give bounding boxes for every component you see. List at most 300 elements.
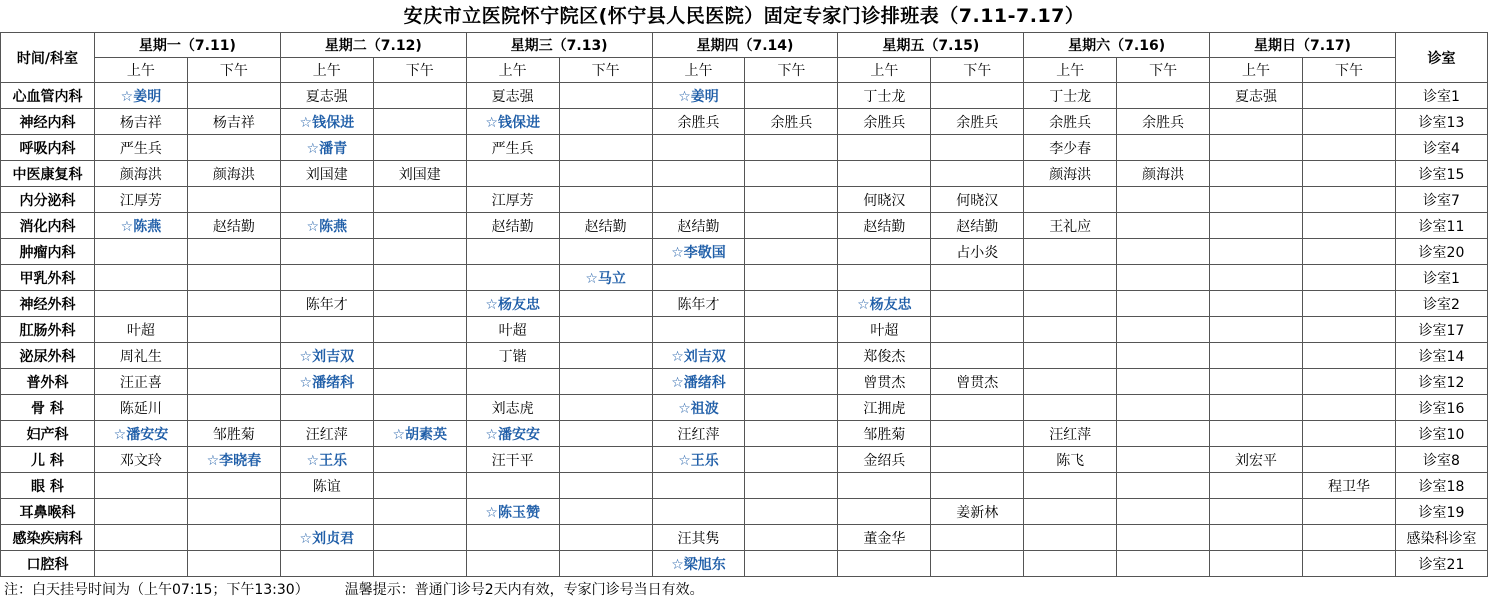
doctor-cell: 赵结勤 xyxy=(838,213,931,239)
doctor-cell xyxy=(373,291,466,317)
doctor-cell: 汪红萍 xyxy=(280,421,373,447)
table-row xyxy=(1,421,1488,447)
doctor-cell xyxy=(745,395,838,421)
doctor-cell xyxy=(931,317,1024,343)
doctor-cell: ☆陈玉赞 xyxy=(466,499,559,525)
room-cell: 诊室12 xyxy=(1395,369,1487,395)
doctor-cell: ☆潘绪科 xyxy=(652,369,745,395)
doctor-cell xyxy=(373,525,466,551)
doctor-cell xyxy=(1024,343,1117,369)
doctor-cell xyxy=(373,135,466,161)
doctor-cell xyxy=(466,239,559,265)
doctor-cell xyxy=(94,551,187,577)
doctor-cell xyxy=(1210,421,1303,447)
doctor-cell: 汪红萍 xyxy=(652,421,745,447)
am-header: 上午 xyxy=(466,58,559,83)
doctor-cell: ☆陈燕 xyxy=(94,213,187,239)
page-title: 安庆市立医院怀宁院区(怀宁县人民医院）固定专家门诊排班表（7.11-7.17） xyxy=(403,5,1085,27)
department-cell: 眼 科 xyxy=(1,473,95,499)
am-header: 上午 xyxy=(1210,58,1303,83)
doctor-cell xyxy=(1117,135,1210,161)
department-cell: 中医康复科 xyxy=(1,161,95,187)
doctor-cell xyxy=(1210,473,1303,499)
doctor-cell: 何晓汉 xyxy=(931,187,1024,213)
department-cell: 神经外科 xyxy=(1,291,95,317)
doctor-cell xyxy=(652,161,745,187)
doctor-cell xyxy=(1303,551,1396,577)
room-cell: 诊室13 xyxy=(1395,109,1487,135)
doctor-cell xyxy=(745,317,838,343)
doctor-cell xyxy=(1210,187,1303,213)
doctor-cell: 程卫华 xyxy=(1303,473,1396,499)
doctor-cell xyxy=(559,525,652,551)
room-cell: 诊室11 xyxy=(1395,213,1487,239)
doctor-cell: 赵结勤 xyxy=(931,213,1024,239)
doctor-cell: ☆刘贞君 xyxy=(280,525,373,551)
doctor-cell xyxy=(187,395,280,421)
doctor-cell: 江拥虎 xyxy=(838,395,931,421)
doctor-cell: 杨吉祥 xyxy=(94,109,187,135)
doctor-cell xyxy=(373,187,466,213)
doctor-cell xyxy=(745,161,838,187)
doctor-cell: 江厚芳 xyxy=(466,187,559,213)
doctor-cell: 李少春 xyxy=(1024,135,1117,161)
doctor-cell xyxy=(1024,317,1117,343)
doctor-cell: 夏志强 xyxy=(280,83,373,109)
doctor-cell xyxy=(1303,265,1396,291)
doctor-cell xyxy=(652,265,745,291)
doctor-cell xyxy=(745,499,838,525)
doctor-cell xyxy=(1024,291,1117,317)
doctor-cell xyxy=(373,499,466,525)
room-cell: 诊室1 xyxy=(1395,265,1487,291)
doctor-cell: 丁锴 xyxy=(466,343,559,369)
doctor-cell: ☆王乐 xyxy=(652,447,745,473)
table-row xyxy=(1,343,1488,369)
doctor-cell: ☆姜明 xyxy=(652,83,745,109)
doctor-cell xyxy=(1117,525,1210,551)
pm-header: 下午 xyxy=(373,58,466,83)
doctor-cell xyxy=(373,213,466,239)
doctor-cell: 丁士龙 xyxy=(1024,83,1117,109)
department-cell: 神经内科 xyxy=(1,109,95,135)
doctor-cell: ☆杨友忠 xyxy=(838,291,931,317)
doctor-cell xyxy=(559,369,652,395)
doctor-cell xyxy=(1210,395,1303,421)
doctor-cell xyxy=(1024,265,1117,291)
doctor-cell xyxy=(1117,317,1210,343)
doctor-cell xyxy=(931,135,1024,161)
doctor-cell xyxy=(1303,161,1396,187)
doctor-cell xyxy=(187,187,280,213)
doctor-cell xyxy=(94,499,187,525)
doctor-cell: ☆马立 xyxy=(559,265,652,291)
doctor-cell xyxy=(1303,291,1396,317)
doctor-cell xyxy=(559,135,652,161)
doctor-cell xyxy=(1303,213,1396,239)
room-cell: 诊室19 xyxy=(1395,499,1487,525)
doctor-cell xyxy=(559,161,652,187)
department-cell: 泌尿外科 xyxy=(1,343,95,369)
doctor-cell xyxy=(1303,525,1396,551)
doctor-cell xyxy=(1210,161,1303,187)
department-cell: 骨 科 xyxy=(1,395,95,421)
doctor-cell xyxy=(1303,343,1396,369)
doctor-cell xyxy=(559,109,652,135)
doctor-cell xyxy=(466,525,559,551)
doctor-cell: 颜海洪 xyxy=(1024,161,1117,187)
doctor-cell xyxy=(745,213,838,239)
doctor-cell xyxy=(1117,447,1210,473)
doctor-cell xyxy=(466,473,559,499)
doctor-cell xyxy=(1210,343,1303,369)
doctor-cell: 颜海洪 xyxy=(187,161,280,187)
am-header: 上午 xyxy=(838,58,931,83)
table-row xyxy=(1,265,1488,291)
table-row xyxy=(1,239,1488,265)
doctor-cell xyxy=(187,239,280,265)
doctor-cell: 严生兵 xyxy=(94,135,187,161)
doctor-cell: 刘宏平 xyxy=(1210,447,1303,473)
doctor-cell: ☆王乐 xyxy=(280,447,373,473)
doctor-cell xyxy=(1117,213,1210,239)
doctor-cell: 颜海洪 xyxy=(94,161,187,187)
doctor-cell xyxy=(280,551,373,577)
doctor-cell xyxy=(745,447,838,473)
department-cell: 感染疾病科 xyxy=(1,525,95,551)
doctor-cell xyxy=(931,447,1024,473)
doctor-cell xyxy=(373,395,466,421)
doctor-cell: 余胜兵 xyxy=(1024,109,1117,135)
doctor-cell xyxy=(1117,395,1210,421)
doctor-cell: 郑俊杰 xyxy=(838,343,931,369)
doctor-cell xyxy=(373,551,466,577)
department-cell: 心血管内科 xyxy=(1,83,95,109)
doctor-cell xyxy=(187,525,280,551)
doctor-cell xyxy=(745,473,838,499)
doctor-cell: ☆李晓春 xyxy=(187,447,280,473)
doctor-cell: 汪干平 xyxy=(466,447,559,473)
doctor-cell xyxy=(280,395,373,421)
doctor-cell: 夏志强 xyxy=(466,83,559,109)
day-header: 星期六（7.16) xyxy=(1024,33,1210,58)
doctor-cell xyxy=(1210,109,1303,135)
footer-note xyxy=(4,579,704,601)
department-cell: 消化内科 xyxy=(1,213,95,239)
day-header: 星期五（7.15) xyxy=(838,33,1024,58)
doctor-cell xyxy=(373,83,466,109)
doctor-cell: 刘国建 xyxy=(280,161,373,187)
department-cell: 普外科 xyxy=(1,369,95,395)
am-header: 上午 xyxy=(280,58,373,83)
doctor-cell xyxy=(373,239,466,265)
doctor-cell: 何晓汉 xyxy=(838,187,931,213)
department-cell: 肛肠外科 xyxy=(1,317,95,343)
doctor-cell xyxy=(652,317,745,343)
doctor-cell xyxy=(94,265,187,291)
table-row xyxy=(1,473,1488,499)
doctor-cell: 叶超 xyxy=(838,317,931,343)
room-cell: 诊室10 xyxy=(1395,421,1487,447)
doctor-cell xyxy=(1303,317,1396,343)
doctor-cell: 余胜兵 xyxy=(1117,109,1210,135)
doctor-cell xyxy=(1210,291,1303,317)
doctor-cell xyxy=(745,135,838,161)
doctor-cell: ☆潘青 xyxy=(280,135,373,161)
doctor-cell xyxy=(1117,83,1210,109)
doctor-cell xyxy=(1210,265,1303,291)
doctor-cell: ☆潘安安 xyxy=(466,421,559,447)
doctor-cell xyxy=(559,83,652,109)
doctor-cell: 余胜兵 xyxy=(931,109,1024,135)
doctor-cell xyxy=(1117,421,1210,447)
doctor-cell: 余胜兵 xyxy=(652,109,745,135)
doctor-cell xyxy=(931,525,1024,551)
doctor-cell xyxy=(373,265,466,291)
doctor-cell xyxy=(838,499,931,525)
table-row xyxy=(1,83,1488,109)
doctor-cell: 丁士龙 xyxy=(838,83,931,109)
doctor-cell xyxy=(559,317,652,343)
table-row xyxy=(1,213,1488,239)
schedule-table xyxy=(0,32,1488,577)
table-row xyxy=(1,317,1488,343)
doctor-cell: 陈年才 xyxy=(652,291,745,317)
doctor-cell xyxy=(1024,187,1117,213)
doctor-cell: 占小炎 xyxy=(931,239,1024,265)
doctor-cell xyxy=(559,343,652,369)
doctor-cell xyxy=(1024,239,1117,265)
doctor-cell xyxy=(280,499,373,525)
room-cell: 诊室14 xyxy=(1395,343,1487,369)
doctor-cell xyxy=(1117,551,1210,577)
doctor-cell xyxy=(745,291,838,317)
doctor-cell xyxy=(280,265,373,291)
department-cell: 口腔科 xyxy=(1,551,95,577)
doctor-cell xyxy=(187,291,280,317)
doctor-cell xyxy=(94,239,187,265)
doctor-cell xyxy=(373,109,466,135)
department-cell: 内分泌科 xyxy=(1,187,95,213)
doctor-cell xyxy=(466,551,559,577)
table-row xyxy=(1,551,1488,577)
doctor-cell: 颜海洪 xyxy=(1117,161,1210,187)
department-cell: 耳鼻喉科 xyxy=(1,499,95,525)
doctor-cell: ☆姜明 xyxy=(94,83,187,109)
doctor-cell: 王礼应 xyxy=(1024,213,1117,239)
room-cell: 诊室17 xyxy=(1395,317,1487,343)
pm-header: 下午 xyxy=(1303,58,1396,83)
doctor-cell: ☆刘吉双 xyxy=(280,343,373,369)
doctor-cell xyxy=(1024,525,1117,551)
doctor-cell: 余胜兵 xyxy=(745,109,838,135)
table-row xyxy=(1,161,1488,187)
doctor-cell: ☆潘绪科 xyxy=(280,369,373,395)
doctor-cell: 陈飞 xyxy=(1024,447,1117,473)
doctor-cell: 江厚芳 xyxy=(94,187,187,213)
doctor-cell: 叶超 xyxy=(466,317,559,343)
doctor-cell xyxy=(1210,525,1303,551)
department-cell: 呼吸内科 xyxy=(1,135,95,161)
am-header: 上午 xyxy=(1024,58,1117,83)
doctor-cell xyxy=(1024,551,1117,577)
doctor-cell xyxy=(1210,239,1303,265)
corner-header: 时间/科室 xyxy=(1,33,95,83)
doctor-cell xyxy=(931,421,1024,447)
doctor-cell xyxy=(280,239,373,265)
doctor-cell xyxy=(1303,369,1396,395)
doctor-cell xyxy=(373,473,466,499)
doctor-cell: 夏志强 xyxy=(1210,83,1303,109)
doctor-cell xyxy=(838,551,931,577)
doctor-cell xyxy=(559,447,652,473)
room-cell: 诊室7 xyxy=(1395,187,1487,213)
doctor-cell: ☆祖波 xyxy=(652,395,745,421)
doctor-cell: ☆胡素英 xyxy=(373,421,466,447)
table-row xyxy=(1,499,1488,525)
doctor-cell xyxy=(1210,135,1303,161)
doctor-cell xyxy=(1024,499,1117,525)
doctor-cell xyxy=(559,499,652,525)
doctor-cell: 曾贯杰 xyxy=(838,369,931,395)
am-header: 上午 xyxy=(94,58,187,83)
doctor-cell xyxy=(931,83,1024,109)
room-cell: 诊室8 xyxy=(1395,447,1487,473)
pm-header: 下午 xyxy=(187,58,280,83)
doctor-cell xyxy=(559,395,652,421)
doctor-cell: 姜新林 xyxy=(931,499,1024,525)
doctor-cell xyxy=(466,265,559,291)
doctor-cell xyxy=(838,135,931,161)
doctor-cell xyxy=(373,369,466,395)
doctor-cell xyxy=(745,239,838,265)
doctor-cell: 邹胜菊 xyxy=(187,421,280,447)
doctor-cell: 汪红萍 xyxy=(1024,421,1117,447)
doctor-cell xyxy=(1024,369,1117,395)
department-cell: 甲乳外科 xyxy=(1,265,95,291)
room-cell: 诊室16 xyxy=(1395,395,1487,421)
doctor-cell: 董金华 xyxy=(838,525,931,551)
doctor-cell xyxy=(745,343,838,369)
table-row xyxy=(1,291,1488,317)
doctor-cell xyxy=(838,473,931,499)
doctor-cell: ☆钱保进 xyxy=(466,109,559,135)
doctor-cell xyxy=(1210,499,1303,525)
doctor-cell: 余胜兵 xyxy=(838,109,931,135)
doctor-cell xyxy=(466,369,559,395)
room-header: 诊室 xyxy=(1395,33,1487,83)
doctor-cell: 赵结勤 xyxy=(652,213,745,239)
room-cell: 诊室15 xyxy=(1395,161,1487,187)
doctor-cell: ☆陈燕 xyxy=(280,213,373,239)
doctor-cell xyxy=(1303,135,1396,161)
pm-header: 下午 xyxy=(931,58,1024,83)
doctor-cell xyxy=(559,239,652,265)
table-row xyxy=(1,187,1488,213)
am-header: 上午 xyxy=(652,58,745,83)
pm-header: 下午 xyxy=(1117,58,1210,83)
doctor-cell xyxy=(559,551,652,577)
room-cell: 诊室1 xyxy=(1395,83,1487,109)
doctor-cell: 赵结勤 xyxy=(559,213,652,239)
doctor-cell: ☆梁旭东 xyxy=(652,551,745,577)
doctor-cell xyxy=(652,187,745,213)
doctor-cell: 邓文玲 xyxy=(94,447,187,473)
doctor-cell xyxy=(1117,265,1210,291)
doctor-cell xyxy=(931,291,1024,317)
doctor-cell xyxy=(1117,291,1210,317)
room-cell: 诊室4 xyxy=(1395,135,1487,161)
doctor-cell xyxy=(745,187,838,213)
doctor-cell xyxy=(1024,395,1117,421)
doctor-cell xyxy=(1117,187,1210,213)
room-cell: 诊室18 xyxy=(1395,473,1487,499)
doctor-cell xyxy=(559,187,652,213)
doctor-cell xyxy=(931,551,1024,577)
doctor-cell: 陈谊 xyxy=(280,473,373,499)
doctor-cell xyxy=(1303,499,1396,525)
doctor-cell xyxy=(559,291,652,317)
department-cell: 肿瘤内科 xyxy=(1,239,95,265)
pm-header: 下午 xyxy=(559,58,652,83)
validity-tip: 温馨提示：普通门诊号2天内有效，专家门诊号当日有效。 xyxy=(344,582,704,598)
room-cell: 感染科诊室 xyxy=(1395,525,1487,551)
room-cell: 诊室2 xyxy=(1395,291,1487,317)
doctor-cell xyxy=(373,447,466,473)
doctor-cell xyxy=(838,265,931,291)
doctor-cell: ☆李敬国 xyxy=(652,239,745,265)
doctor-cell xyxy=(745,83,838,109)
doctor-cell: 陈年才 xyxy=(280,291,373,317)
doctor-cell xyxy=(466,161,559,187)
doctor-cell: 严生兵 xyxy=(466,135,559,161)
doctor-cell xyxy=(745,551,838,577)
doctor-cell xyxy=(94,291,187,317)
doctor-cell: 陈延川 xyxy=(94,395,187,421)
table-row xyxy=(1,369,1488,395)
doctor-cell xyxy=(1303,239,1396,265)
doctor-cell xyxy=(559,421,652,447)
doctor-cell xyxy=(652,473,745,499)
doctor-cell: ☆刘吉双 xyxy=(652,343,745,369)
day-header: 星期二（7.12) xyxy=(280,33,466,58)
doctor-cell xyxy=(931,161,1024,187)
doctor-cell: 汪正喜 xyxy=(94,369,187,395)
doctor-cell: ☆潘安安 xyxy=(94,421,187,447)
doctor-cell: 刘志虎 xyxy=(466,395,559,421)
doctor-cell: 周礼生 xyxy=(94,343,187,369)
doctor-cell xyxy=(1210,551,1303,577)
pm-header: 下午 xyxy=(745,58,838,83)
doctor-cell xyxy=(1117,343,1210,369)
doctor-cell: 金绍兵 xyxy=(838,447,931,473)
doctor-cell: 曾贯杰 xyxy=(931,369,1024,395)
doctor-cell xyxy=(187,473,280,499)
doctor-cell xyxy=(1117,499,1210,525)
doctor-cell xyxy=(373,317,466,343)
doctor-cell: 叶超 xyxy=(94,317,187,343)
doctor-cell xyxy=(1117,369,1210,395)
day-header: 星期日（7.17) xyxy=(1210,33,1396,58)
doctor-cell: ☆钱保进 xyxy=(280,109,373,135)
table-row xyxy=(1,447,1488,473)
doctor-cell xyxy=(745,421,838,447)
doctor-cell xyxy=(1303,109,1396,135)
day-header: 星期三（7.13) xyxy=(466,33,652,58)
doctor-cell xyxy=(187,551,280,577)
doctor-cell xyxy=(187,83,280,109)
table-row xyxy=(1,109,1488,135)
